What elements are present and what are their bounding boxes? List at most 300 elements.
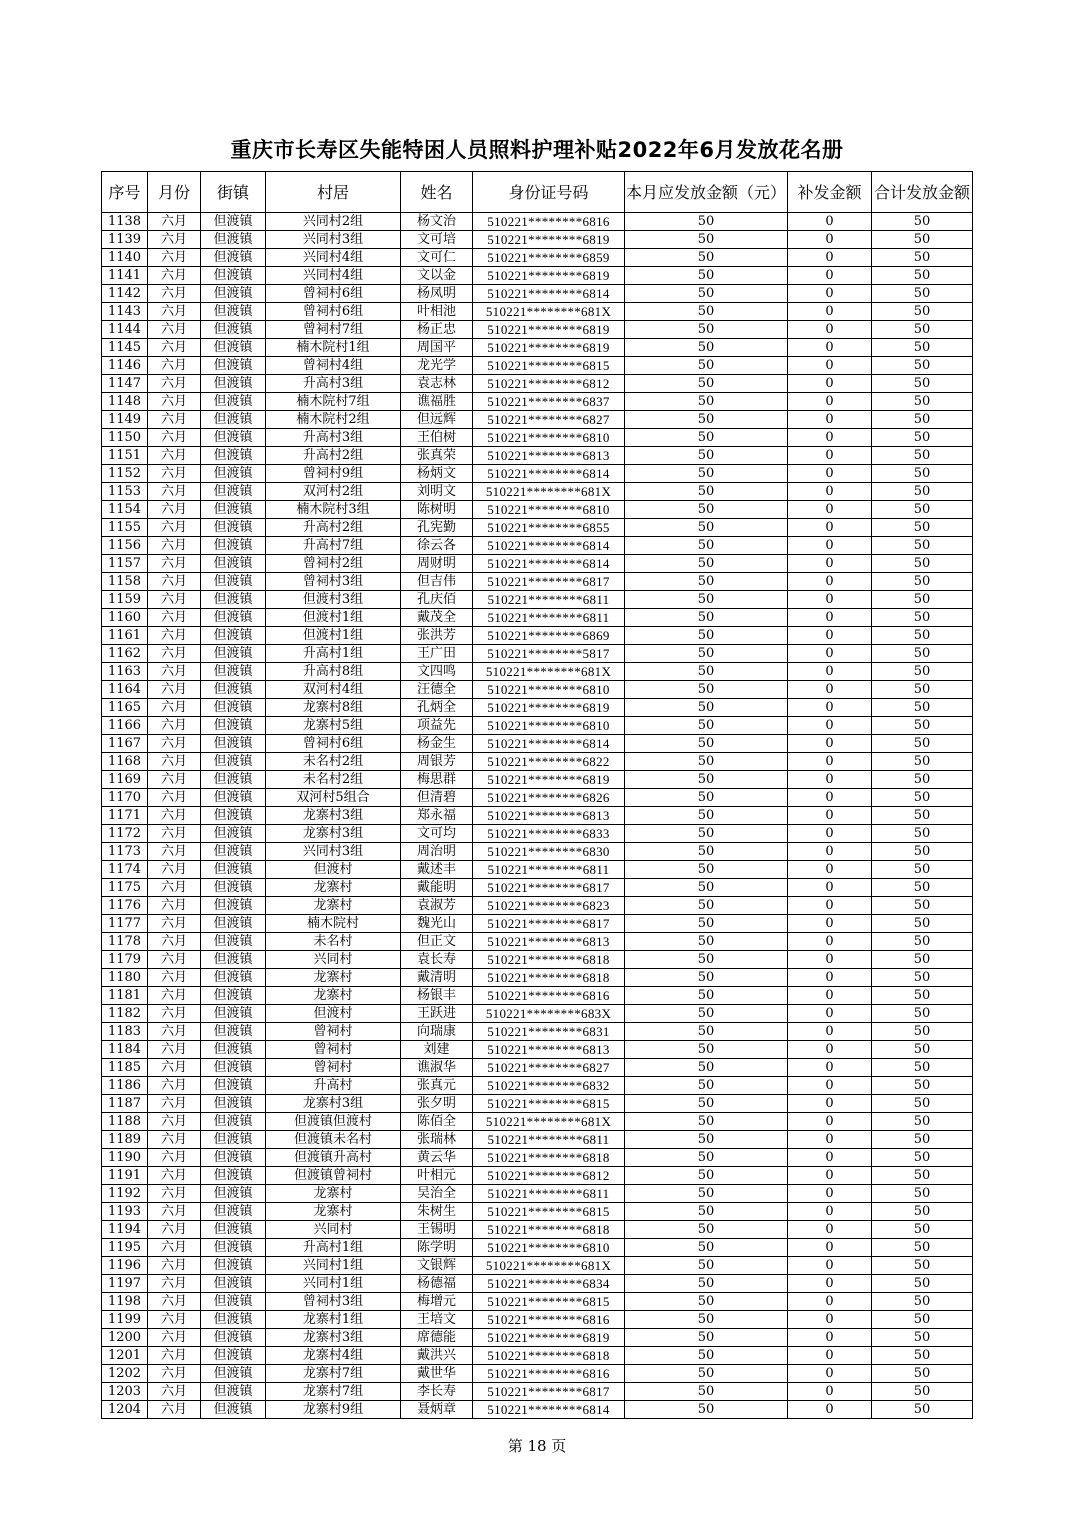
cell-village: 龙寨村 — [266, 969, 401, 987]
cell-town: 但渡镇 — [201, 303, 266, 321]
cell-monthly-amount: 50 — [625, 1113, 788, 1131]
cell-total-amount: 50 — [872, 1383, 973, 1401]
cell-month: 六月 — [148, 1023, 201, 1041]
cell-total-amount: 50 — [872, 1131, 973, 1149]
cell-village: 龙寨村 — [266, 987, 401, 1005]
cell-village: 龙寨村 — [266, 879, 401, 897]
cell-id-number: 510221********681X — [473, 663, 625, 681]
cell-month: 六月 — [148, 1239, 201, 1257]
cell-village: 龙寨村3组 — [266, 1095, 401, 1113]
cell-back-pay: 0 — [788, 1023, 872, 1041]
cell-index: 1170 — [102, 789, 148, 807]
cell-back-pay: 0 — [788, 1275, 872, 1293]
cell-index: 1141 — [102, 267, 148, 285]
cell-id-number: 510221********6831 — [473, 1023, 625, 1041]
cell-name: 谯福胜 — [401, 393, 473, 411]
cell-monthly-amount: 50 — [625, 987, 788, 1005]
cell-town: 但渡镇 — [201, 1149, 266, 1167]
cell-name: 王跃进 — [401, 1005, 473, 1023]
cell-village: 龙寨村3组 — [266, 1329, 401, 1347]
cell-village: 未名村2组 — [266, 753, 401, 771]
cell-village: 曾祠村 — [266, 1041, 401, 1059]
page-number: 第 18 页 — [507, 1437, 567, 1455]
cell-month: 六月 — [148, 357, 201, 375]
table-row — [102, 951, 973, 969]
cell-monthly-amount: 50 — [625, 501, 788, 519]
cell-index: 1197 — [102, 1275, 148, 1293]
cell-month: 六月 — [148, 627, 201, 645]
cell-name: 叶相池 — [401, 303, 473, 321]
cell-back-pay: 0 — [788, 1131, 872, 1149]
table-row — [102, 483, 973, 501]
cell-id-number: 510221********6827 — [473, 411, 625, 429]
cell-id-number: 510221********6811 — [473, 1131, 625, 1149]
cell-month: 六月 — [148, 825, 201, 843]
cell-back-pay: 0 — [788, 987, 872, 1005]
table-row — [102, 267, 973, 285]
cell-month: 六月 — [148, 789, 201, 807]
cell-village: 升高村3组 — [266, 375, 401, 393]
cell-monthly-amount: 50 — [625, 1293, 788, 1311]
table-row — [102, 969, 973, 987]
cell-month: 六月 — [148, 519, 201, 537]
cell-index: 1153 — [102, 483, 148, 501]
cell-monthly-amount: 50 — [625, 357, 788, 375]
cell-village: 曾祠村7组 — [266, 321, 401, 339]
cell-back-pay: 0 — [788, 1005, 872, 1023]
header-id-number: 身份证号码 — [473, 172, 625, 213]
cell-name: 袁淑芳 — [401, 897, 473, 915]
cell-month: 六月 — [148, 429, 201, 447]
cell-back-pay: 0 — [788, 897, 872, 915]
cell-index: 1163 — [102, 663, 148, 681]
cell-index: 1171 — [102, 807, 148, 825]
cell-town: 但渡镇 — [201, 1401, 266, 1419]
cell-total-amount: 50 — [872, 411, 973, 429]
header-village: 村居 — [266, 172, 401, 213]
cell-month: 六月 — [148, 1203, 201, 1221]
cell-back-pay: 0 — [788, 411, 872, 429]
cell-total-amount: 50 — [872, 1041, 973, 1059]
cell-id-number: 510221********6813 — [473, 807, 625, 825]
cell-id-number: 510221********6818 — [473, 951, 625, 969]
cell-name: 孔庆佰 — [401, 591, 473, 609]
cell-monthly-amount: 50 — [625, 1167, 788, 1185]
cell-town: 但渡镇 — [201, 1023, 266, 1041]
cell-name: 袁志林 — [401, 375, 473, 393]
cell-month: 六月 — [148, 573, 201, 591]
table-row — [102, 1059, 973, 1077]
cell-monthly-amount: 50 — [625, 951, 788, 969]
cell-index: 1164 — [102, 681, 148, 699]
cell-monthly-amount: 50 — [625, 249, 788, 267]
cell-month: 六月 — [148, 231, 201, 249]
cell-month: 六月 — [148, 1311, 201, 1329]
cell-back-pay: 0 — [788, 1347, 872, 1365]
cell-id-number: 510221********6812 — [473, 1167, 625, 1185]
table-row — [102, 465, 973, 483]
cell-name: 聂炳章 — [401, 1401, 473, 1419]
cell-total-amount: 50 — [872, 717, 973, 735]
cell-town: 但渡镇 — [201, 537, 266, 555]
table-row — [102, 663, 973, 681]
cell-index: 1180 — [102, 969, 148, 987]
table-row — [102, 1149, 973, 1167]
cell-month: 六月 — [148, 483, 201, 501]
cell-index: 1149 — [102, 411, 148, 429]
cell-village: 双河村5组合 — [266, 789, 401, 807]
cell-monthly-amount: 50 — [625, 1239, 788, 1257]
cell-town: 但渡镇 — [201, 915, 266, 933]
cell-total-amount: 50 — [872, 807, 973, 825]
cell-village: 龙寨村 — [266, 1203, 401, 1221]
cell-name: 文可培 — [401, 231, 473, 249]
cell-name: 杨银丰 — [401, 987, 473, 1005]
cell-month: 六月 — [148, 555, 201, 573]
cell-village: 双河村2组 — [266, 483, 401, 501]
cell-total-amount: 50 — [872, 231, 973, 249]
cell-month: 六月 — [148, 537, 201, 555]
cell-total-amount: 50 — [872, 1149, 973, 1167]
cell-back-pay: 0 — [788, 1077, 872, 1095]
cell-town: 但渡镇 — [201, 429, 266, 447]
cell-village: 曾祠村 — [266, 1023, 401, 1041]
page-title: 重庆市长寿区失能特困人员照料护理补贴2022年6月发放花名册 — [230, 138, 844, 162]
cell-name: 戴清明 — [401, 969, 473, 987]
cell-id-number: 510221********681X — [473, 1113, 625, 1131]
cell-month: 六月 — [148, 393, 201, 411]
cell-monthly-amount: 50 — [625, 1023, 788, 1041]
cell-monthly-amount: 50 — [625, 1257, 788, 1275]
cell-name: 张真元 — [401, 1077, 473, 1095]
cell-monthly-amount: 50 — [625, 1311, 788, 1329]
cell-village: 升高村1组 — [266, 1239, 401, 1257]
cell-id-number: 510221********6833 — [473, 825, 625, 843]
cell-total-amount: 50 — [872, 429, 973, 447]
cell-total-amount: 50 — [872, 861, 973, 879]
cell-town: 但渡镇 — [201, 771, 266, 789]
cell-village: 龙寨村4组 — [266, 1347, 401, 1365]
cell-name: 杨炳文 — [401, 465, 473, 483]
cell-town: 但渡镇 — [201, 1383, 266, 1401]
cell-id-number: 510221********6837 — [473, 393, 625, 411]
cell-total-amount: 50 — [872, 447, 973, 465]
cell-monthly-amount: 50 — [625, 1095, 788, 1113]
cell-index: 1147 — [102, 375, 148, 393]
cell-month: 六月 — [148, 249, 201, 267]
table-row — [102, 393, 973, 411]
header-town: 街镇 — [201, 172, 266, 213]
cell-total-amount: 50 — [872, 681, 973, 699]
cell-id-number: 510221********6817 — [473, 915, 625, 933]
cell-name: 郑永福 — [401, 807, 473, 825]
cell-town: 但渡镇 — [201, 555, 266, 573]
cell-name: 龙光学 — [401, 357, 473, 375]
cell-monthly-amount: 50 — [625, 321, 788, 339]
cell-name: 周治明 — [401, 843, 473, 861]
cell-month: 六月 — [148, 1113, 201, 1131]
cell-back-pay: 0 — [788, 1041, 872, 1059]
cell-id-number: 510221********6815 — [473, 1293, 625, 1311]
cell-town: 但渡镇 — [201, 717, 266, 735]
cell-month: 六月 — [148, 303, 201, 321]
table-row — [102, 1257, 973, 1275]
cell-village: 龙寨村 — [266, 897, 401, 915]
cell-village: 楠木院村2组 — [266, 411, 401, 429]
table-row — [102, 1293, 973, 1311]
cell-village: 龙寨村3组 — [266, 807, 401, 825]
cell-town: 但渡镇 — [201, 645, 266, 663]
cell-index: 1158 — [102, 573, 148, 591]
table-row — [102, 1005, 973, 1023]
cell-id-number: 510221********6817 — [473, 1383, 625, 1401]
cell-id-number: 510221********6818 — [473, 1149, 625, 1167]
table-row — [102, 591, 973, 609]
cell-town: 但渡镇 — [201, 1203, 266, 1221]
cell-total-amount: 50 — [872, 843, 973, 861]
cell-back-pay: 0 — [788, 1203, 872, 1221]
cell-name: 周国平 — [401, 339, 473, 357]
cell-total-amount: 50 — [872, 645, 973, 663]
header-month: 月份 — [148, 172, 201, 213]
cell-total-amount: 50 — [872, 267, 973, 285]
cell-total-amount: 50 — [872, 1221, 973, 1239]
cell-back-pay: 0 — [788, 699, 872, 717]
cell-id-number: 510221********6810 — [473, 501, 625, 519]
cell-name: 但清碧 — [401, 789, 473, 807]
cell-total-amount: 50 — [872, 1077, 973, 1095]
cell-total-amount: 50 — [872, 969, 973, 987]
cell-town: 但渡镇 — [201, 1131, 266, 1149]
cell-total-amount: 50 — [872, 393, 973, 411]
cell-index: 1196 — [102, 1257, 148, 1275]
cell-monthly-amount: 50 — [625, 1203, 788, 1221]
cell-monthly-amount: 50 — [625, 825, 788, 843]
cell-index: 1166 — [102, 717, 148, 735]
cell-month: 六月 — [148, 1221, 201, 1239]
cell-town: 但渡镇 — [201, 807, 266, 825]
cell-total-amount: 50 — [872, 357, 973, 375]
cell-name: 王锡明 — [401, 1221, 473, 1239]
cell-monthly-amount: 50 — [625, 753, 788, 771]
table-row — [102, 933, 973, 951]
cell-town: 但渡镇 — [201, 1059, 266, 1077]
cell-back-pay: 0 — [788, 393, 872, 411]
cell-index: 1148 — [102, 393, 148, 411]
cell-month: 六月 — [148, 951, 201, 969]
cell-total-amount: 50 — [872, 1167, 973, 1185]
table-row — [102, 1401, 973, 1419]
cell-index: 1160 — [102, 609, 148, 627]
cell-village: 升高村 — [266, 1077, 401, 1095]
cell-index: 1162 — [102, 645, 148, 663]
cell-back-pay: 0 — [788, 555, 872, 573]
cell-id-number: 510221********6810 — [473, 1239, 625, 1257]
table-row — [102, 609, 973, 627]
cell-town: 但渡镇 — [201, 591, 266, 609]
cell-town: 但渡镇 — [201, 933, 266, 951]
cell-back-pay: 0 — [788, 1293, 872, 1311]
cell-back-pay: 0 — [788, 1221, 872, 1239]
cell-index: 1165 — [102, 699, 148, 717]
cell-month: 六月 — [148, 1185, 201, 1203]
cell-index: 1157 — [102, 555, 148, 573]
cell-total-amount: 50 — [872, 1401, 973, 1419]
cell-village: 但渡镇曾祠村 — [266, 1167, 401, 1185]
cell-back-pay: 0 — [788, 879, 872, 897]
cell-total-amount: 50 — [872, 321, 973, 339]
cell-month: 六月 — [148, 465, 201, 483]
cell-monthly-amount: 50 — [625, 735, 788, 753]
cell-town: 但渡镇 — [201, 1113, 266, 1131]
cell-index: 1155 — [102, 519, 148, 537]
cell-total-amount: 50 — [872, 213, 973, 231]
cell-village: 但渡镇但渡村 — [266, 1113, 401, 1131]
cell-back-pay: 0 — [788, 753, 872, 771]
table-row — [102, 753, 973, 771]
cell-name: 孔宪勤 — [401, 519, 473, 537]
cell-village: 升高村7组 — [266, 537, 401, 555]
cell-back-pay: 0 — [788, 285, 872, 303]
cell-name: 朱树生 — [401, 1203, 473, 1221]
cell-name: 席德能 — [401, 1329, 473, 1347]
header-name: 姓名 — [401, 172, 473, 213]
table-row — [102, 1023, 973, 1041]
cell-index: 1204 — [102, 1401, 148, 1419]
cell-name: 文银辉 — [401, 1257, 473, 1275]
cell-back-pay: 0 — [788, 969, 872, 987]
cell-name: 项益先 — [401, 717, 473, 735]
table-row — [102, 915, 973, 933]
cell-name: 徐云各 — [401, 537, 473, 555]
cell-id-number: 510221********6815 — [473, 1203, 625, 1221]
cell-town: 但渡镇 — [201, 285, 266, 303]
cell-monthly-amount: 50 — [625, 285, 788, 303]
table-row — [102, 519, 973, 537]
cell-total-amount: 50 — [872, 1059, 973, 1077]
cell-name: 梅增元 — [401, 1293, 473, 1311]
cell-monthly-amount: 50 — [625, 1347, 788, 1365]
cell-back-pay: 0 — [788, 573, 872, 591]
table-row — [102, 447, 973, 465]
cell-town: 但渡镇 — [201, 1077, 266, 1095]
cell-total-amount: 50 — [872, 699, 973, 717]
cell-monthly-amount: 50 — [625, 627, 788, 645]
cell-id-number: 510221********6810 — [473, 429, 625, 447]
cell-town: 但渡镇 — [201, 753, 266, 771]
cell-back-pay: 0 — [788, 1365, 872, 1383]
cell-back-pay: 0 — [788, 357, 872, 375]
table-row — [102, 1347, 973, 1365]
cell-monthly-amount: 50 — [625, 375, 788, 393]
cell-index: 1176 — [102, 897, 148, 915]
cell-monthly-amount: 50 — [625, 213, 788, 231]
cell-id-number: 510221********6814 — [473, 465, 625, 483]
cell-back-pay: 0 — [788, 1167, 872, 1185]
table-row — [102, 879, 973, 897]
cell-monthly-amount: 50 — [625, 573, 788, 591]
cell-month: 六月 — [148, 1347, 201, 1365]
table-row — [102, 285, 973, 303]
cell-monthly-amount: 50 — [625, 681, 788, 699]
cell-index: 1161 — [102, 627, 148, 645]
cell-id-number: 510221********6816 — [473, 1311, 625, 1329]
cell-total-amount: 50 — [872, 789, 973, 807]
cell-month: 六月 — [148, 1149, 201, 1167]
cell-index: 1151 — [102, 447, 148, 465]
cell-total-amount: 50 — [872, 915, 973, 933]
cell-id-number: 510221********6869 — [473, 627, 625, 645]
table-row — [102, 1275, 973, 1293]
cell-town: 但渡镇 — [201, 969, 266, 987]
cell-back-pay: 0 — [788, 807, 872, 825]
cell-village: 龙寨村7组 — [266, 1383, 401, 1401]
cell-back-pay: 0 — [788, 267, 872, 285]
cell-index: 1183 — [102, 1023, 148, 1041]
cell-name: 向瑞康 — [401, 1023, 473, 1041]
cell-index: 1143 — [102, 303, 148, 321]
cell-town: 但渡镇 — [201, 1329, 266, 1347]
cell-village: 升高村3组 — [266, 429, 401, 447]
cell-back-pay: 0 — [788, 1311, 872, 1329]
cell-back-pay: 0 — [788, 645, 872, 663]
cell-id-number: 510221********6813 — [473, 933, 625, 951]
cell-total-amount: 50 — [872, 285, 973, 303]
cell-index: 1168 — [102, 753, 148, 771]
cell-index: 1201 — [102, 1347, 148, 1365]
cell-total-amount: 50 — [872, 555, 973, 573]
cell-index: 1144 — [102, 321, 148, 339]
cell-id-number: 510221********6826 — [473, 789, 625, 807]
cell-town: 但渡镇 — [201, 249, 266, 267]
table-row — [102, 357, 973, 375]
cell-total-amount: 50 — [872, 519, 973, 537]
cell-back-pay: 0 — [788, 933, 872, 951]
table-row — [102, 501, 973, 519]
cell-town: 但渡镇 — [201, 501, 266, 519]
cell-village: 未名村2组 — [266, 771, 401, 789]
cell-month: 六月 — [148, 1167, 201, 1185]
cell-index: 1199 — [102, 1311, 148, 1329]
cell-back-pay: 0 — [788, 843, 872, 861]
cell-back-pay: 0 — [788, 483, 872, 501]
cell-id-number: 510221********6818 — [473, 1347, 625, 1365]
cell-name: 刘明文 — [401, 483, 473, 501]
cell-id-number: 510221********6813 — [473, 1041, 625, 1059]
cell-monthly-amount: 50 — [625, 1077, 788, 1095]
cell-village: 楠木院村 — [266, 915, 401, 933]
cell-total-amount: 50 — [872, 591, 973, 609]
cell-back-pay: 0 — [788, 735, 872, 753]
cell-village: 曾祠村6组 — [266, 735, 401, 753]
table-row — [102, 717, 973, 735]
cell-village: 曾祠村9组 — [266, 465, 401, 483]
cell-town: 但渡镇 — [201, 1239, 266, 1257]
cell-id-number: 510221********6810 — [473, 717, 625, 735]
cell-village: 但渡村1组 — [266, 609, 401, 627]
cell-back-pay: 0 — [788, 519, 872, 537]
cell-id-number: 510221********6819 — [473, 339, 625, 357]
cell-town: 但渡镇 — [201, 267, 266, 285]
cell-back-pay: 0 — [788, 915, 872, 933]
cell-id-number: 510221********6859 — [473, 249, 625, 267]
cell-village: 曾祠村3组 — [266, 573, 401, 591]
cell-village: 但渡村 — [266, 861, 401, 879]
cell-back-pay: 0 — [788, 213, 872, 231]
cell-id-number: 510221********6811 — [473, 1185, 625, 1203]
cell-index: 1172 — [102, 825, 148, 843]
cell-total-amount: 50 — [872, 1203, 973, 1221]
